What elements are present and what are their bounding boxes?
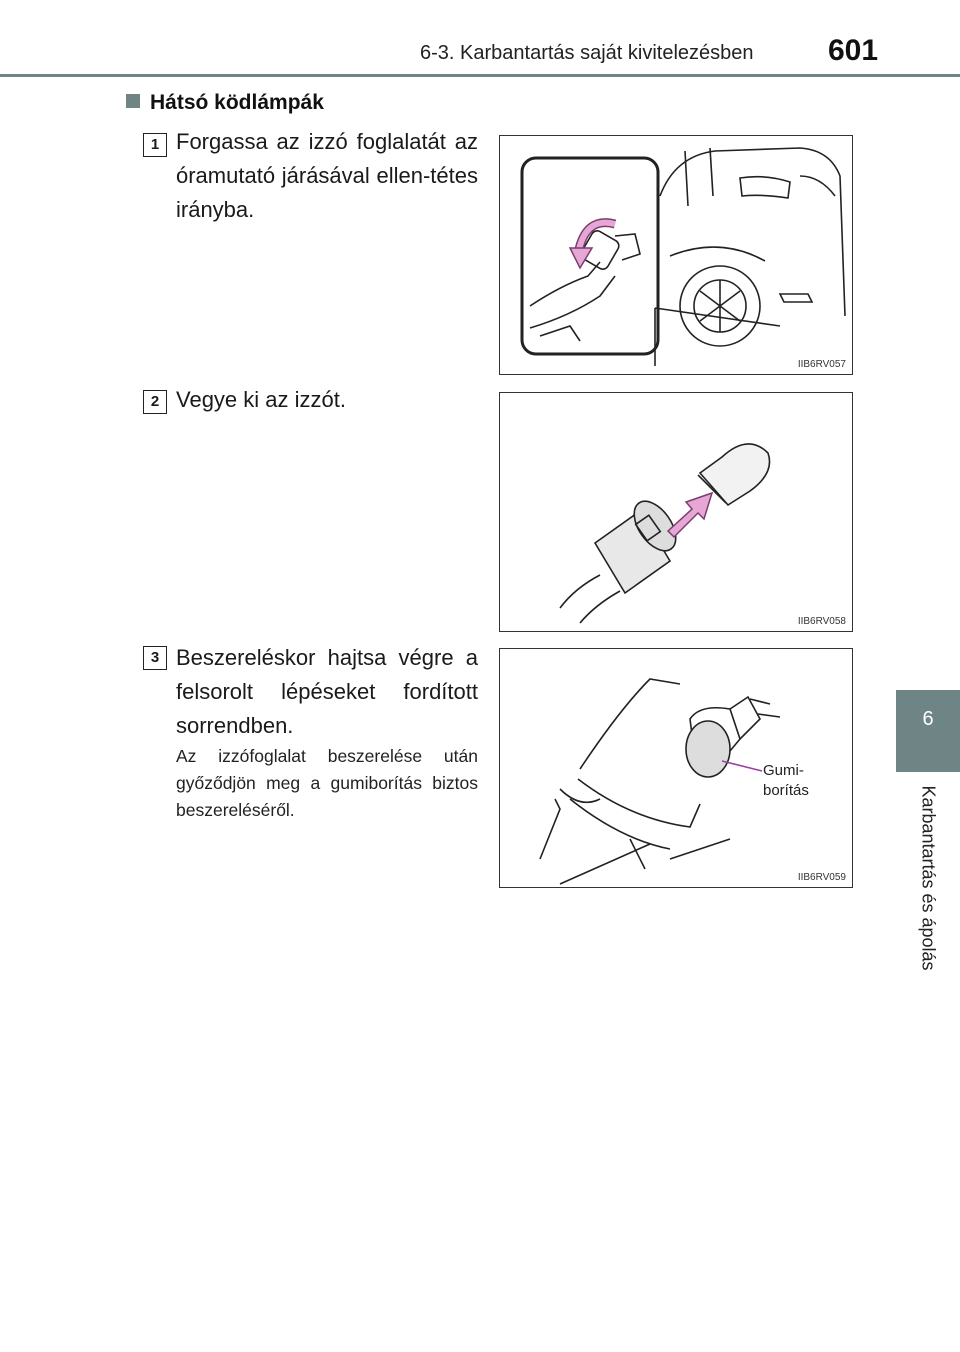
step-number-2: 2 — [143, 390, 167, 414]
chapter-number: 6 — [922, 708, 934, 730]
header-rule — [0, 74, 960, 77]
figure-1-code: IIB6RV057 — [797, 359, 846, 370]
figure-3-code: IIB6RV059 — [797, 872, 846, 883]
callout-line-1: Gumi- — [763, 762, 804, 779]
figure-1 — [499, 135, 853, 375]
figure-2-illustration — [500, 393, 852, 631]
step-number-1: 1 — [143, 133, 167, 157]
figure-3-callout — [763, 761, 809, 801]
step-text-2: Vegye ki az izzót. — [176, 387, 346, 412]
step-number-3: 3 — [143, 646, 167, 670]
figure-3 — [499, 648, 853, 888]
figure-1-illustration — [500, 136, 852, 374]
step-text-3: Beszereléskor hajtsa végre a felsorolt lépéseket fordított sorrendben. — [176, 645, 478, 738]
chapter-label: Karbantartás és ápolás — [918, 785, 939, 971]
section-title — [126, 91, 324, 115]
section-square-icon — [126, 94, 140, 108]
step-text-1: Forgassa az izzó foglalatát az óramutató járásával ellen-tétes irányba. — [176, 129, 478, 222]
step-note-3: Az izzófoglalat beszerelése után győződjön meg a gumiborítás biztos beszereléséről. — [176, 746, 478, 820]
figure-2 — [499, 392, 853, 632]
section-title-text: Hátsó ködlámpák — [150, 91, 324, 114]
figure-2-code: IIB6RV058 — [797, 616, 846, 627]
callout-line-2: borítás — [763, 782, 809, 799]
page-number: 601 — [828, 34, 879, 67]
chapter-tab — [896, 690, 960, 772]
running-header: 6-3. Karbantartás saját kivitelezésben — [420, 42, 754, 64]
